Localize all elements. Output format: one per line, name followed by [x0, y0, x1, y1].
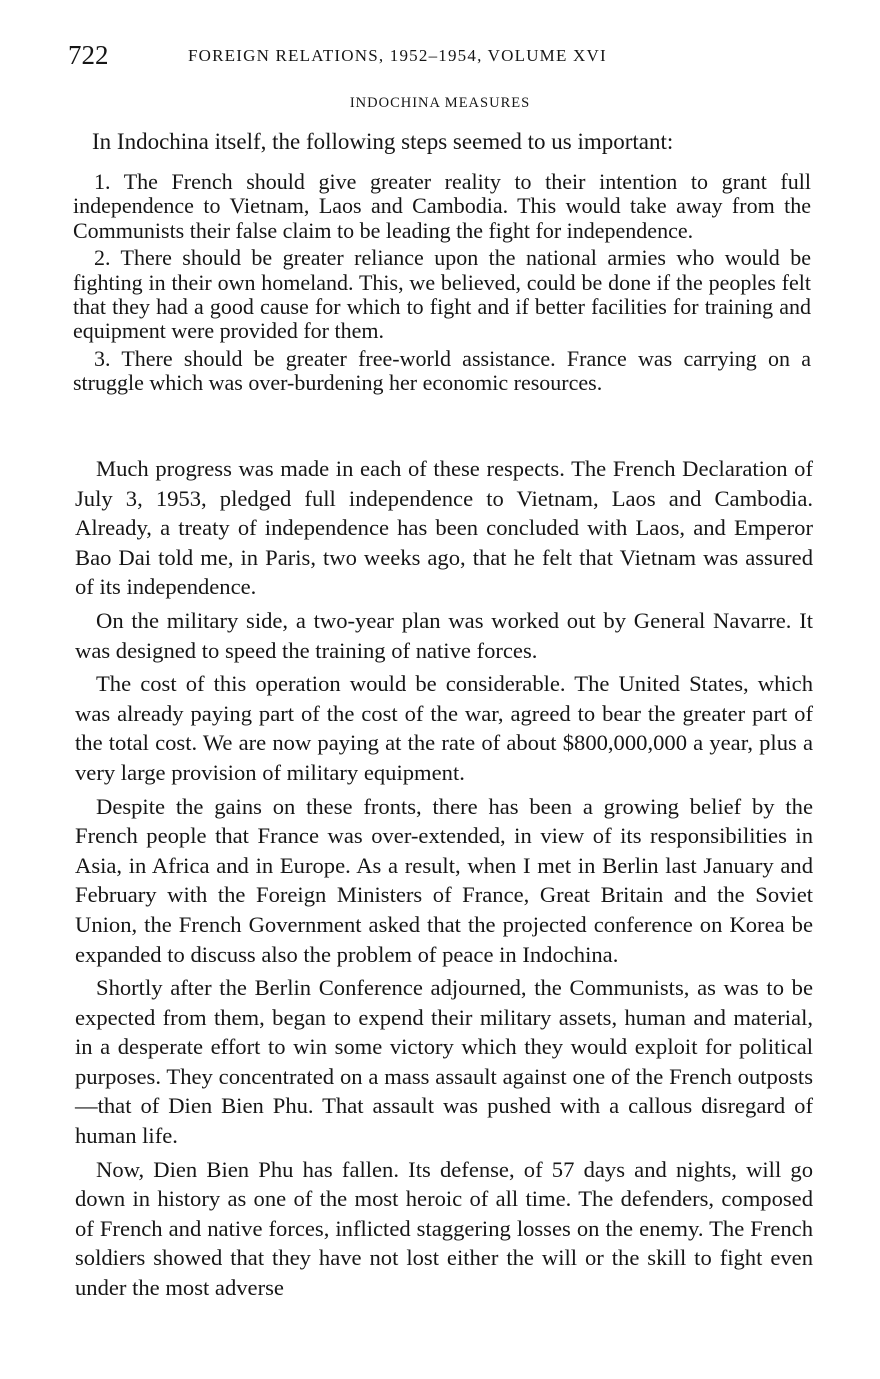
paragraph: The cost of this operation would be considerable. The United States, which was already paying part of the cost of the war, agreed to bear the greater part of the total cost. We are now paying at the rate of about $800,000,000 a year, plus a very large provision of military equipment.	[75, 671, 813, 785]
list-item: 3. There should be greater free-world assistance. France was carrying on a struggle which was over-burdening her economic resources.	[73, 345, 811, 396]
list-item: 2. There should be greater reliance upon the national armies who would be fighting in their own homeland. This, we believed, could be done if the peoples felt that they had a good cause for which to fight and if better facilities for training and equipment were provided for them.	[73, 245, 811, 344]
section-heading: INDOCHINA MEASURES	[349, 95, 531, 111]
paragraph: On the military side, a two-year plan was worked out by General Navarre. It was designed to speed the training of native forces.	[75, 607, 813, 663]
paragraph: Shortly after the Berlin Conference adjourned, the Communists, as was to be expected from them, began to expend their military assets, human and material, in a desperate effort to win some victory which they would exploit for political purposes. They concentrated on a mass assault against one of the French outposts—that of Dien Bien Phu. That assault was pushed with a callous disregard of human life.	[75, 975, 813, 1149]
numbered-steps-list	[73, 170, 811, 399]
page-number: 722	[68, 40, 109, 70]
intro-sentence: In Indochina itself, the following steps seemed to us important:	[92, 129, 674, 154]
list-item: 1. The French should give greater reality to their intention to grant full independence to Vietnam, Laos and Cambodia. This would take away from the Communists their false claim to be leading the fight for independence.	[73, 169, 811, 243]
running-head	[68, 38, 828, 72]
body-text	[75, 454, 813, 1307]
running-title: FOREIGN RELATIONS, 1952–1954, VOLUME XVI	[188, 46, 607, 65]
paragraph: Despite the gains on these fronts, there has been a growing belief by the French people that France was over-extended, in view of its responsibilities in Asia, in Africa and in Europe. As a result, when I met in Berlin last January and February with the Foreign Ministers of France, Great Britain and the Soviet Union, the French Government asked that the projected conference on Korea be expanded to discuss also the problem of peace in Indochina.	[75, 793, 813, 967]
paragraph: Much progress was made in each of these respects. The French Declaration of July 3, 1953, pledged full independence to Vietnam, Laos and Cambodia. Already, a treaty of independence has been concluded with Laos, and Emperor Bao Dai told me, in Paris, two weeks ago, that he felt that Vietnam was assured of its independence.	[75, 456, 813, 600]
paragraph: Now, Dien Bien Phu has fallen. Its defense, of 57 days and nights, will go down in history as one of the most heroic of all time. The defenders, composed of French and native forces, inflicted staggering losses on the enemy. The French soldiers showed that they have not lost either the will or the skill to fight even under the most adverse	[75, 1156, 813, 1301]
